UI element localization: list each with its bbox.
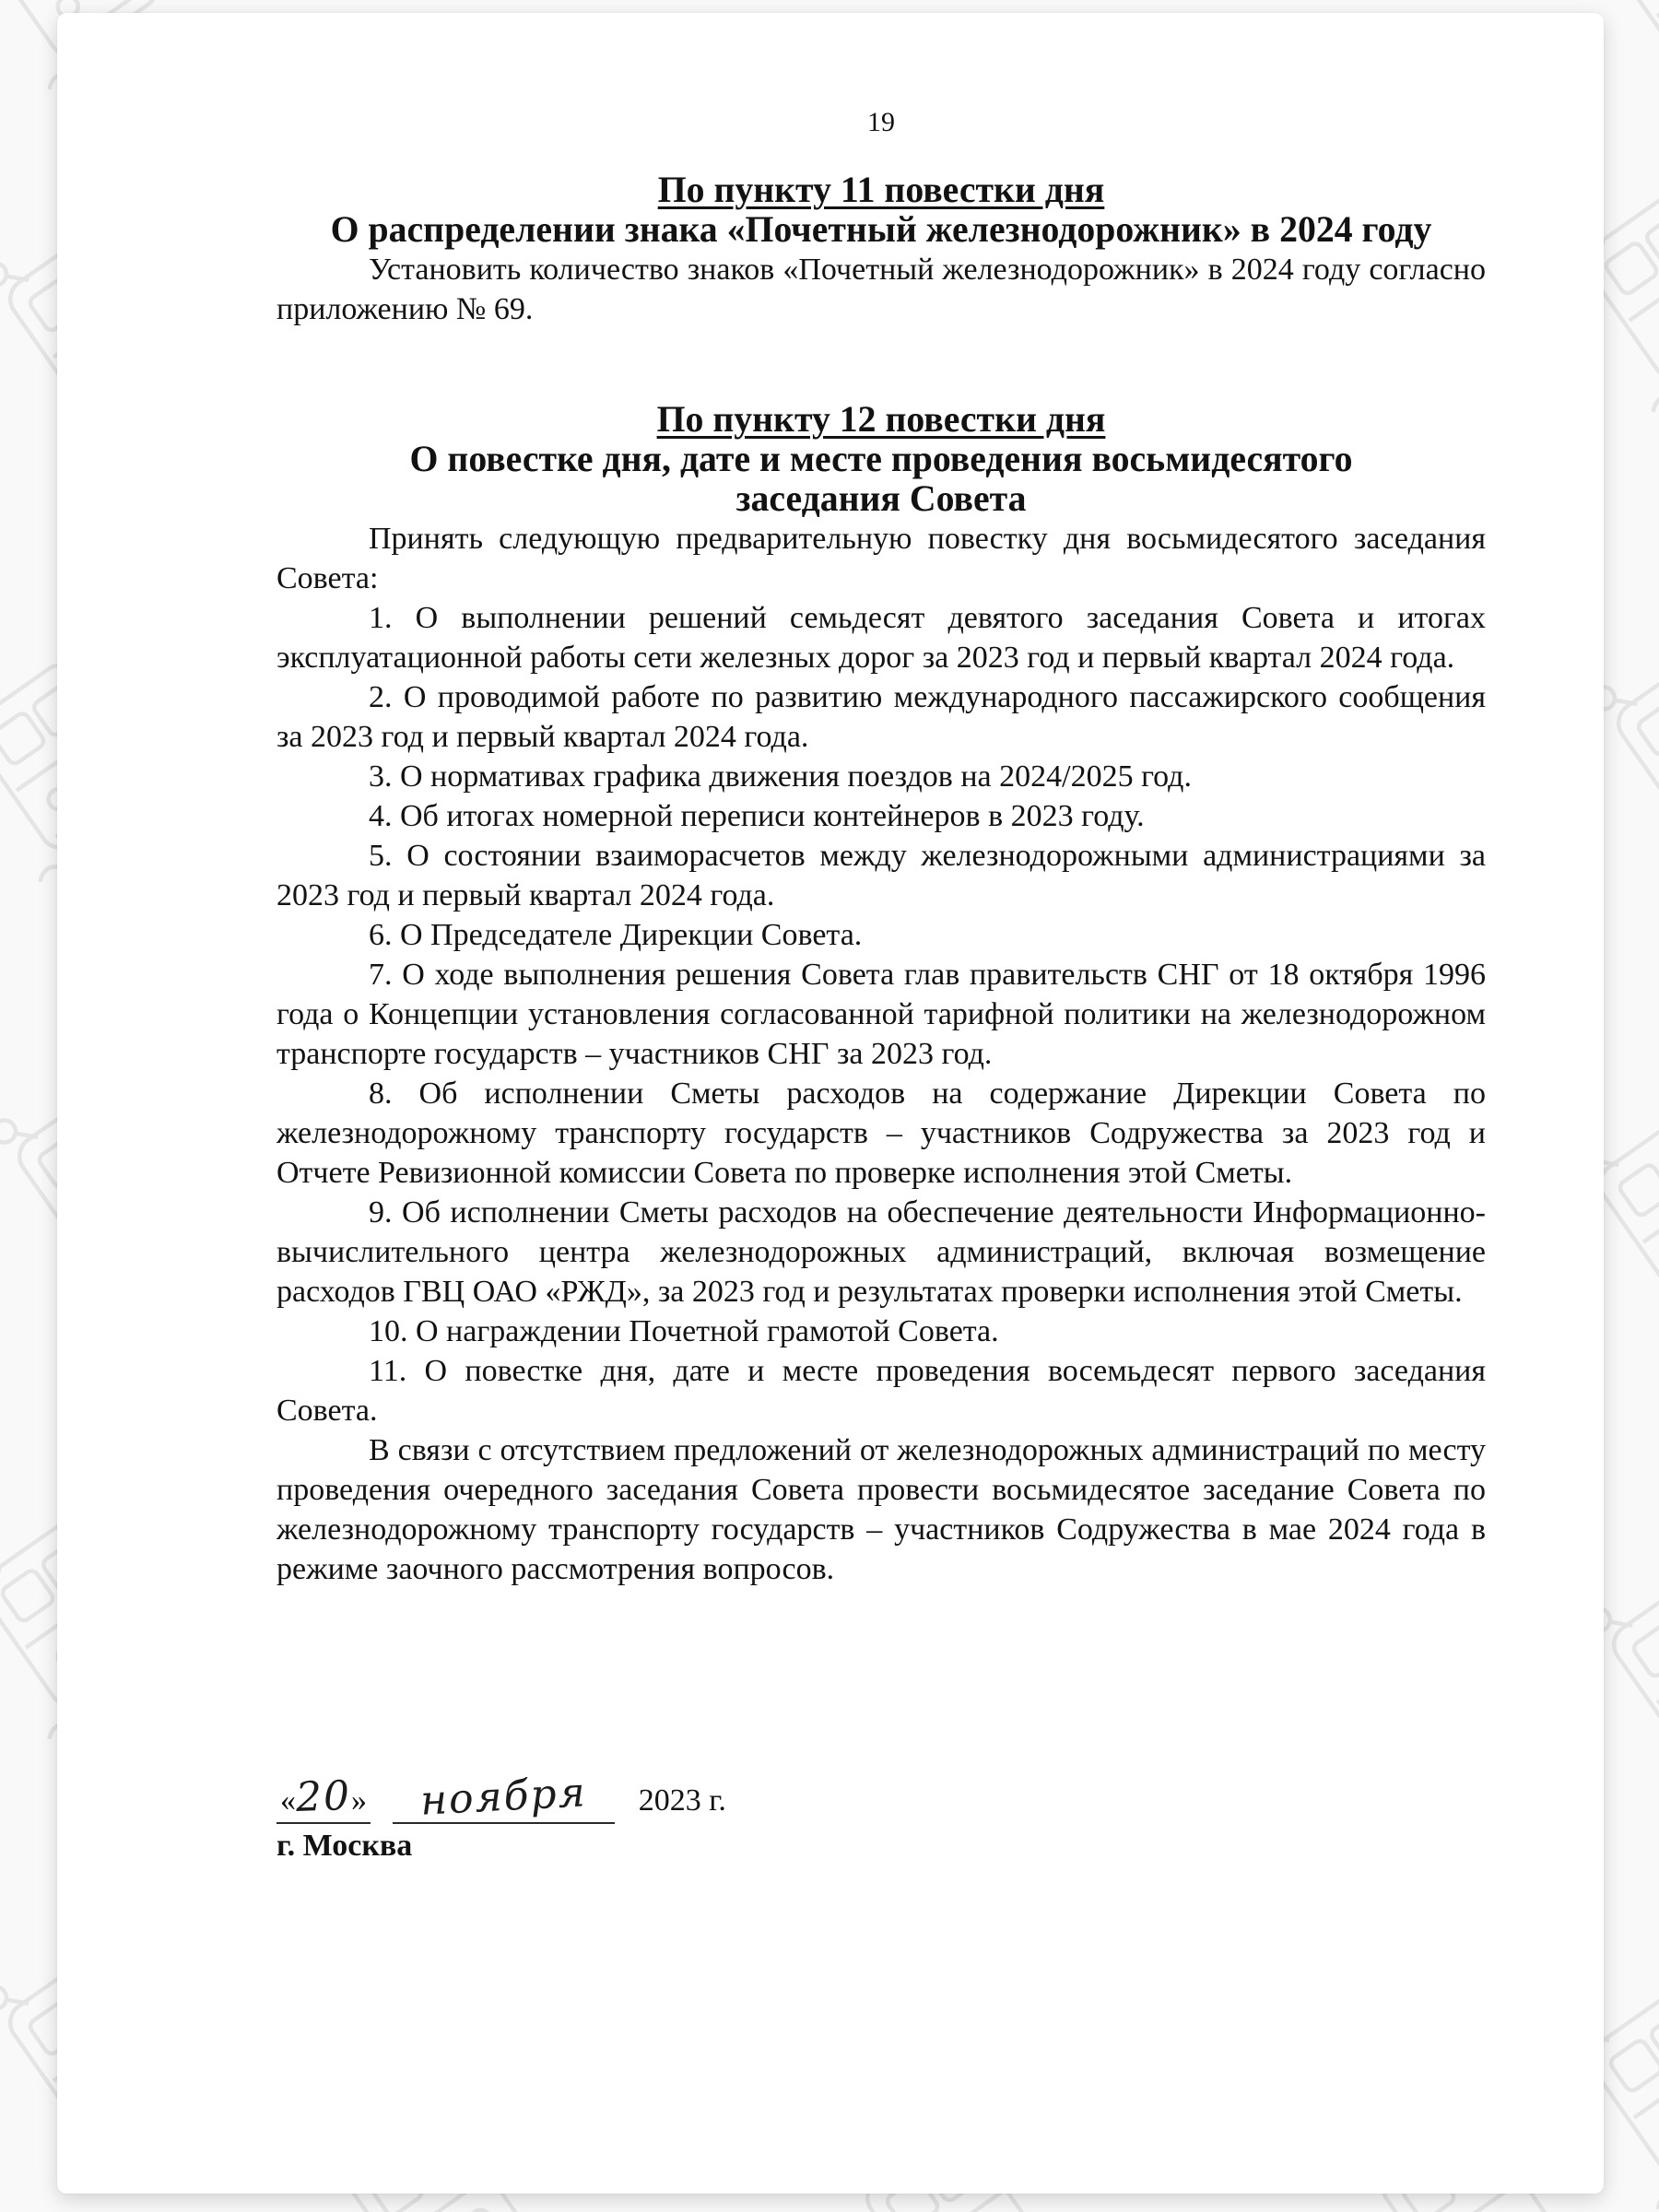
section-11-paragraph: Установить количество знаков «Почетный железнодорожник» в 2024 году согласно приложению № 69. bbox=[276, 253, 1486, 326]
agenda-item-4: 4. Об итогах номерной переписи контейнеров в 2023 году. bbox=[369, 799, 1145, 833]
document-content bbox=[276, 13, 1486, 1865]
city-label: г. Москва bbox=[276, 1829, 413, 1863]
agenda-item-5: 5. О состоянии взаиморасчетов между железнодорожными администрациями за 2023 год и первый квартал 2024 года. bbox=[276, 839, 1486, 912]
agenda-item-8: 8. Об исполнении Сметы расходов на содержание Дирекции Совета по железнодорожному транспорту государств – участников Содружества за 2023 год и Отчете Ревизионной комиссии Совета по проверке исполнения этой Сметы. bbox=[276, 1077, 1486, 1190]
agenda-item-3: 3. О нормативах графика движения поездов на 2024/2025 год. bbox=[369, 759, 1192, 794]
section-12-heading: По пункту 12 повестки дня bbox=[656, 399, 1106, 440]
section-11-heading: По пункту 11 повестки дня bbox=[657, 170, 1105, 210]
closing-paragraph: В связи с отсутствием предложений от железнодорожных администраций по месту проведения очередного заседания Совета провести восьмидесятое заседание Совета по железнодорожному транспорту государств – участников Содружества в мае 2024 года в режиме заочного рассмотрения вопросов. bbox=[276, 1433, 1486, 1586]
year-label: 2023 г. bbox=[638, 1783, 726, 1818]
section-11-subheading: О распределении знака «Почетный железнодорожник» в 2024 году bbox=[330, 209, 1432, 250]
open-quote: « bbox=[280, 1783, 296, 1818]
handwritten-month: ноября bbox=[418, 1769, 588, 1825]
agenda-item-6: 6. О Председателе Дирекции Совета. bbox=[369, 918, 863, 952]
close-quote: » bbox=[351, 1783, 367, 1818]
handwritten-day: 20 bbox=[295, 1771, 352, 1822]
date-line bbox=[276, 1769, 1486, 1825]
handwritten-day-field bbox=[276, 1771, 371, 1824]
document-page bbox=[57, 13, 1604, 2194]
agenda-intro: Принять следующую предварительную повестку дня восьмидесятого заседания Совета: bbox=[276, 522, 1486, 595]
agenda-item-9: 9. Об исполнении Сметы расходов на обеспечение деятельности Информационно-вычислительного центра железнодорожных администраций, включая возмещение расходов ГВЦ ОАО «РЖД», за 2023 год и результатах проверки исполнения этой Сметы. bbox=[276, 1195, 1486, 1309]
agenda-item-1: 1. О выполнении решений семьдесят девятого заседания Совета и итогах эксплуатационной работы сети железных дорог за 2023 год и первый квартал 2024 года. bbox=[276, 601, 1486, 675]
agenda-item-7: 7. О ходе выполнения решения Совета глав правительств СНГ от 18 октября 1996 года о Концепции установления согласованной тарифной политики на железнодорожном транспорте государств – участников СНГ за 2023 год. bbox=[276, 958, 1486, 1071]
section-12-subheading: О повестке дня, дате и месте проведения восьмидесятого заседания Совета bbox=[409, 439, 1353, 519]
agenda-item-2: 2. О проводимой работе по развитию международного пассажирского сообщения за 2023 год и первый квартал 2024 года. bbox=[276, 680, 1486, 754]
handwritten-month-field bbox=[393, 1769, 615, 1825]
agenda-item-11: 11. О повестке дня, дате и месте проведения восемьдесят первого заседания Совета. bbox=[276, 1354, 1486, 1428]
agenda-list bbox=[276, 598, 1486, 1430]
date-place-block bbox=[276, 1769, 1486, 1865]
agenda-item-10: 10. О награждении Почетной грамотой Совета. bbox=[369, 1314, 999, 1348]
page-number: 19 bbox=[867, 107, 895, 137]
